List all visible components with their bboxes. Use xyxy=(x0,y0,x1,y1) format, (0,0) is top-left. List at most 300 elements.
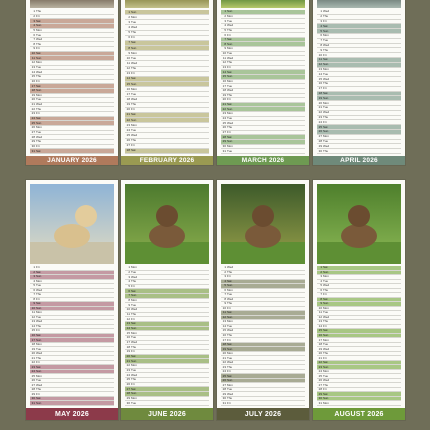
weekday-label: Fri xyxy=(227,337,231,342)
day-number: 5 xyxy=(128,284,130,289)
weekday-label: Sun xyxy=(227,346,233,351)
weekday-label: Tue xyxy=(131,368,137,373)
day-list xyxy=(317,10,401,154)
weekday-label: Wed xyxy=(131,132,138,137)
weekday-label: Wed xyxy=(227,55,234,60)
weekday-label: Mon xyxy=(131,363,137,368)
day-number: 11 xyxy=(31,55,35,60)
weekday-label: Thu xyxy=(131,138,137,143)
weekday-label: Fri xyxy=(227,32,231,37)
day-list xyxy=(30,266,114,406)
weekday-label: Mon xyxy=(227,46,233,51)
weekday-label: Tue xyxy=(323,278,329,283)
weekday-label: Sat xyxy=(36,301,41,306)
weekday-label: Mon xyxy=(36,27,42,32)
day-number: 14 xyxy=(222,69,226,74)
weekday-label: Wed xyxy=(323,314,330,319)
day-number: 15 xyxy=(222,74,226,79)
weekday-label: Fri xyxy=(36,328,40,333)
weekday-label: Thu xyxy=(323,287,329,292)
day-number: 7 xyxy=(224,37,226,42)
weekday-label: Wed xyxy=(227,391,234,396)
weekday-label: Mon xyxy=(36,342,42,347)
day-number: 31 xyxy=(222,148,226,153)
weekday-label: Sat xyxy=(131,76,136,81)
weekday-label: Thu xyxy=(131,344,137,349)
weekday-label: Tue xyxy=(227,18,233,23)
day-number: 4 xyxy=(33,23,35,28)
weekday-label: Sun xyxy=(36,305,42,310)
weekday-label: Mon xyxy=(323,369,329,374)
day-number: 4 xyxy=(128,24,130,29)
day-list xyxy=(221,266,305,406)
day-number: 17 xyxy=(31,83,35,88)
day-number: 26 xyxy=(126,138,130,143)
day-number: 6 xyxy=(128,35,130,40)
weekday-label: Thu xyxy=(323,351,329,356)
day-number: 8 xyxy=(224,41,226,46)
day-number: 17 xyxy=(126,91,130,96)
dog-photo xyxy=(125,0,209,8)
month-title: MARCH 2026 xyxy=(217,156,309,165)
day-number: 27 xyxy=(222,382,226,387)
day-number: 11 xyxy=(318,57,322,62)
day-number: 30 xyxy=(31,143,35,148)
day-number: 22 xyxy=(222,106,226,111)
weekday-label: Sat xyxy=(36,332,41,337)
weekday-label: Wed xyxy=(131,307,138,312)
weekday-label: Fri xyxy=(36,360,40,365)
weekday-label: Fri xyxy=(323,18,327,23)
weekday-label: Sun xyxy=(36,120,42,125)
day-number: 4 xyxy=(224,278,226,283)
weekday-label: Fri xyxy=(323,387,327,392)
weekday-label: Mon xyxy=(227,351,233,356)
month-title: MAY 2026 xyxy=(26,408,118,420)
day-number: 8 xyxy=(320,296,322,301)
day-number: 2 xyxy=(320,14,322,19)
day-number: 4 xyxy=(128,279,130,284)
day-number: 23 xyxy=(126,122,130,127)
weekday-label: Sat xyxy=(131,288,136,293)
day-number: 29 xyxy=(126,396,130,401)
day-number: 16 xyxy=(126,335,130,340)
day-number: 27 xyxy=(31,129,35,134)
weekday-label: Sat xyxy=(131,148,136,153)
month-title: AUGUST 2026 xyxy=(313,408,405,420)
day-number: 14 xyxy=(31,323,35,328)
day-number: 6 xyxy=(33,287,35,292)
day-number: 9 xyxy=(128,50,130,55)
day-number: 13 xyxy=(31,65,35,69)
weekday-label: Sun xyxy=(131,81,137,86)
weekday-label: Tue xyxy=(227,116,233,121)
weekday-label: Sun xyxy=(227,378,233,383)
weekday-label: Tue xyxy=(227,51,233,56)
day-number: 14 xyxy=(318,71,322,76)
day-number: 26 xyxy=(222,378,226,383)
day-number: 24 xyxy=(222,369,226,374)
day-number: 24 xyxy=(31,116,35,121)
weekday-label: Thu xyxy=(36,106,42,111)
day-number: 16 xyxy=(31,78,35,83)
weekday-label: Tue xyxy=(131,55,137,60)
weekday-label: Wed xyxy=(323,9,330,14)
day-number: 1 xyxy=(33,265,35,270)
weekday-label: Wed xyxy=(36,37,43,42)
day-number: 27 xyxy=(222,129,226,134)
weekday-label: Tue xyxy=(227,148,233,153)
day-row[interactable] xyxy=(30,401,114,406)
day-number: 2 xyxy=(128,14,130,19)
day-number: 17 xyxy=(126,340,130,345)
weekday-label: Sun xyxy=(36,337,42,342)
weekday-label: Sun xyxy=(323,364,329,369)
day-number: 15 xyxy=(222,328,226,333)
weekday-label: Sun xyxy=(131,117,137,122)
day-number: 3 xyxy=(224,18,226,23)
day-number: 15 xyxy=(126,81,130,86)
day-number: 3 xyxy=(320,18,322,23)
day-number: 3 xyxy=(33,18,35,23)
day-number: 12 xyxy=(222,314,226,319)
day-number: 3 xyxy=(224,274,226,279)
weekday-label: Fri xyxy=(36,46,40,51)
day-number: 24 xyxy=(318,119,322,124)
weekday-label: Sun xyxy=(131,326,137,331)
day-number: 10 xyxy=(318,52,322,57)
day-number: 23 xyxy=(31,111,35,116)
weekday-label: Fri xyxy=(36,296,40,301)
day-number: 2 xyxy=(128,270,130,274)
weekday-label: Thu xyxy=(227,332,233,337)
day-list xyxy=(317,266,401,406)
day-number: 27 xyxy=(126,386,130,391)
weekday-label: Wed xyxy=(323,378,330,383)
weekday-label: Thu xyxy=(323,319,329,324)
day-number: 31 xyxy=(31,400,35,405)
weekday-label: Fri xyxy=(323,355,327,360)
day-list xyxy=(30,10,114,154)
day-number: 10 xyxy=(222,305,226,310)
day-row[interactable] xyxy=(30,149,114,154)
weekday-label: Mon xyxy=(323,400,329,405)
day-number: 29 xyxy=(31,139,35,144)
day-number: 10 xyxy=(126,307,130,312)
weekday-label: Sat xyxy=(227,134,232,139)
day-number: 13 xyxy=(318,319,322,324)
day-number: 29 xyxy=(318,391,322,396)
weekday-label: Sat xyxy=(131,386,136,391)
day-number: 20 xyxy=(126,354,130,359)
weekday-label: Thu xyxy=(227,60,233,65)
weekday-label: Tue xyxy=(227,292,233,297)
day-number: 12 xyxy=(126,66,130,71)
day-number: 6 xyxy=(33,32,35,37)
weekday-label: Tue xyxy=(36,129,42,134)
day-number: 11 xyxy=(31,310,35,315)
weekday-label: Mon xyxy=(36,92,42,97)
day-number: 18 xyxy=(318,342,322,347)
day-number: 30 xyxy=(318,148,322,153)
weekday-label: Sun xyxy=(323,62,329,67)
day-number: 29 xyxy=(222,391,226,396)
day-number: 2 xyxy=(33,13,35,18)
day-number: 9 xyxy=(224,301,226,306)
weekday-label: Fri xyxy=(227,274,231,279)
weekday-label: Sat xyxy=(323,57,328,62)
weekday-label: Fri xyxy=(36,391,40,396)
month-sheet-august xyxy=(313,180,405,420)
weekday-label: Fri xyxy=(36,111,40,116)
day-number: 10 xyxy=(31,305,35,310)
day-number: 8 xyxy=(128,45,130,50)
weekday-label: Fri xyxy=(227,129,231,134)
weekday-label: Thu xyxy=(323,114,329,119)
day-number: 8 xyxy=(320,42,322,47)
day-number: 4 xyxy=(33,278,35,283)
weekday-label: Thu xyxy=(323,81,329,86)
day-number: 3 xyxy=(320,274,322,279)
day-number: 11 xyxy=(126,60,130,65)
weekday-label: Wed xyxy=(227,23,234,28)
weekday-label: Wed xyxy=(36,287,43,292)
day-number: 28 xyxy=(126,391,130,396)
day-number: 15 xyxy=(126,330,130,335)
weekday-label: Mon xyxy=(131,14,137,19)
day-number: 16 xyxy=(318,81,322,86)
day-number: 30 xyxy=(126,400,130,405)
day-number: 21 xyxy=(31,102,35,107)
weekday-label: Sat xyxy=(36,51,41,56)
weekday-label: Sun xyxy=(36,23,42,28)
weekday-label: Mon xyxy=(323,66,329,71)
day-number: 5 xyxy=(33,27,35,32)
day-number: 2 xyxy=(224,13,226,18)
weekday-label: Fri xyxy=(323,119,327,124)
day-number: 4 xyxy=(320,23,322,28)
day-number: 1 xyxy=(33,9,35,14)
weekday-label: Mon xyxy=(131,86,137,91)
weekday-label: Wed xyxy=(227,88,234,93)
weekday-label: Thu xyxy=(131,312,137,317)
weekday-label: Fri xyxy=(36,78,40,83)
day-number: 2 xyxy=(320,269,322,274)
weekday-label: Tue xyxy=(227,83,233,88)
weekday-label: Sat xyxy=(227,278,232,283)
day-number: 24 xyxy=(31,369,35,374)
day-number: 5 xyxy=(128,30,130,35)
day-number: 7 xyxy=(128,293,130,298)
day-number: 13 xyxy=(126,71,130,76)
weekday-label: Tue xyxy=(323,105,329,110)
day-number: 22 xyxy=(31,106,35,111)
weekday-label: Fri xyxy=(131,382,135,387)
day-number: 6 xyxy=(320,33,322,38)
day-number: 8 xyxy=(33,296,35,301)
day-number: 6 xyxy=(128,288,130,293)
weekday-label: Sun xyxy=(36,400,42,405)
day-number: 17 xyxy=(318,86,322,91)
weekday-label: Sat xyxy=(227,310,232,315)
day-number: 14 xyxy=(222,323,226,328)
weekday-label: Sun xyxy=(323,332,329,337)
day-number: 16 xyxy=(31,332,35,337)
weekday-label: Fri xyxy=(227,305,231,310)
day-number: 20 xyxy=(31,351,35,356)
weekday-label: Sat xyxy=(323,265,328,270)
day-row[interactable] xyxy=(125,149,209,154)
weekday-label: Mon xyxy=(131,50,137,55)
weekday-label: Sun xyxy=(131,45,137,50)
weekday-label: Wed xyxy=(131,60,138,65)
day-number: 16 xyxy=(126,86,130,91)
weekday-label: Sat xyxy=(36,269,41,274)
dog-photo xyxy=(317,184,401,264)
day-number: 6 xyxy=(224,287,226,292)
day-row[interactable] xyxy=(221,149,305,154)
day-number: 4 xyxy=(224,23,226,28)
weekday-label: Tue xyxy=(323,373,329,378)
weekday-label: Sun xyxy=(227,41,233,46)
day-number: 16 xyxy=(318,332,322,337)
weekday-label: Tue xyxy=(131,400,137,405)
day-row[interactable] xyxy=(125,401,209,406)
day-number: 30 xyxy=(31,396,35,401)
day-number: 28 xyxy=(222,387,226,392)
day-number: 6 xyxy=(320,287,322,292)
weekday-label: Tue xyxy=(36,97,42,102)
weekday-label: Thu xyxy=(131,66,137,71)
weekday-label: Wed xyxy=(323,42,330,47)
weekday-label: Fri xyxy=(131,143,135,148)
weekday-label: Fri xyxy=(323,52,327,57)
day-number: 16 xyxy=(222,78,226,83)
weekday-label: Sat xyxy=(323,391,328,396)
weekday-label: Thu xyxy=(131,30,137,35)
day-number: 20 xyxy=(222,97,226,102)
day-number: 17 xyxy=(318,337,322,342)
weekday-label: Mon xyxy=(323,274,329,279)
dog-photo xyxy=(125,184,209,264)
day-number: 9 xyxy=(33,301,35,306)
day-number: 25 xyxy=(222,120,226,125)
day-number: 14 xyxy=(31,69,35,74)
weekday-label: Mon xyxy=(323,134,329,139)
day-number: 25 xyxy=(126,377,130,382)
weekday-label: Sat xyxy=(227,102,232,107)
weekday-label: Wed xyxy=(131,372,138,377)
weekday-label: Sun xyxy=(323,129,329,134)
weekday-label: Wed xyxy=(227,296,234,301)
weekday-label: Wed xyxy=(227,265,234,270)
weekday-label: Mon xyxy=(227,382,233,387)
weekday-label: Sat xyxy=(36,148,41,153)
day-number: 10 xyxy=(318,305,322,310)
dog-photo xyxy=(221,0,305,8)
weekday-label: Wed xyxy=(131,274,138,279)
weekday-label: Sat xyxy=(131,321,136,326)
day-number: 15 xyxy=(318,328,322,333)
day-number: 18 xyxy=(126,344,130,349)
weekday-label: Tue xyxy=(227,387,233,392)
day-number: 2 xyxy=(33,269,35,274)
day-number: 18 xyxy=(126,96,130,101)
weekday-label: Sun xyxy=(323,95,329,100)
day-number: 21 xyxy=(222,355,226,360)
weekday-label: Tue xyxy=(36,378,42,383)
weekday-label: Thu xyxy=(131,377,137,382)
day-number: 28 xyxy=(318,138,322,143)
month-title: FEBRUARY 2026 xyxy=(121,156,213,165)
weekday-label: Wed xyxy=(36,351,43,356)
weekday-label: Tue xyxy=(36,32,42,37)
day-row[interactable] xyxy=(317,149,401,154)
weekday-label: Sat xyxy=(36,83,41,88)
day-number: 30 xyxy=(318,396,322,401)
weekday-label: Fri xyxy=(323,292,327,297)
weekday-label: Tue xyxy=(323,38,329,43)
day-number: 12 xyxy=(31,60,35,65)
weekday-label: Sun xyxy=(36,369,42,374)
day-number: 25 xyxy=(222,373,226,378)
day-number: 28 xyxy=(31,134,35,139)
weekday-label: Fri xyxy=(323,86,327,91)
weekday-label: Fri xyxy=(131,349,135,354)
weekday-label: Thu xyxy=(227,125,233,130)
weekday-label: Sat xyxy=(131,112,136,117)
day-number: 5 xyxy=(224,283,226,288)
weekday-label: Mon xyxy=(227,287,233,292)
weekday-label: Mon xyxy=(227,143,233,148)
day-number: 25 xyxy=(126,132,130,137)
day-number: 21 xyxy=(222,102,226,107)
dog-icon xyxy=(317,184,401,264)
day-number: 5 xyxy=(33,283,35,288)
day-number: 1 xyxy=(320,265,322,270)
weekday-label: Sun xyxy=(227,314,233,319)
weekday-label: Fri xyxy=(131,35,135,40)
weekday-label: Mon xyxy=(131,396,137,401)
day-number: 1 xyxy=(224,265,226,270)
weekday-label: Sat xyxy=(227,69,232,74)
day-number: 18 xyxy=(31,342,35,347)
day-number: 22 xyxy=(318,110,322,115)
day-number: 13 xyxy=(318,66,322,71)
weekday-label: Sat xyxy=(323,360,328,365)
weekday-label: Fri xyxy=(131,284,135,289)
day-number: 19 xyxy=(126,349,130,354)
weekday-label: Sun xyxy=(323,269,329,274)
day-number: 1 xyxy=(128,9,130,14)
weekday-label: Thu xyxy=(323,382,329,387)
day-row[interactable] xyxy=(317,401,401,406)
weekday-label: Sun xyxy=(131,293,137,298)
weekday-label: Sun xyxy=(131,358,137,363)
weekday-label: Tue xyxy=(131,127,137,132)
day-number: 21 xyxy=(126,112,130,117)
day-row[interactable] xyxy=(221,401,305,406)
day-number: 16 xyxy=(222,332,226,337)
weekday-label: Wed xyxy=(227,120,234,125)
weekday-label: Tue xyxy=(323,71,329,76)
weekday-label: Wed xyxy=(131,340,138,345)
weekday-label: Tue xyxy=(36,283,42,288)
weekday-label: Sat xyxy=(323,328,328,333)
day-number: 13 xyxy=(222,65,226,69)
weekday-label: Wed xyxy=(36,102,43,107)
day-number: 1 xyxy=(320,9,322,14)
